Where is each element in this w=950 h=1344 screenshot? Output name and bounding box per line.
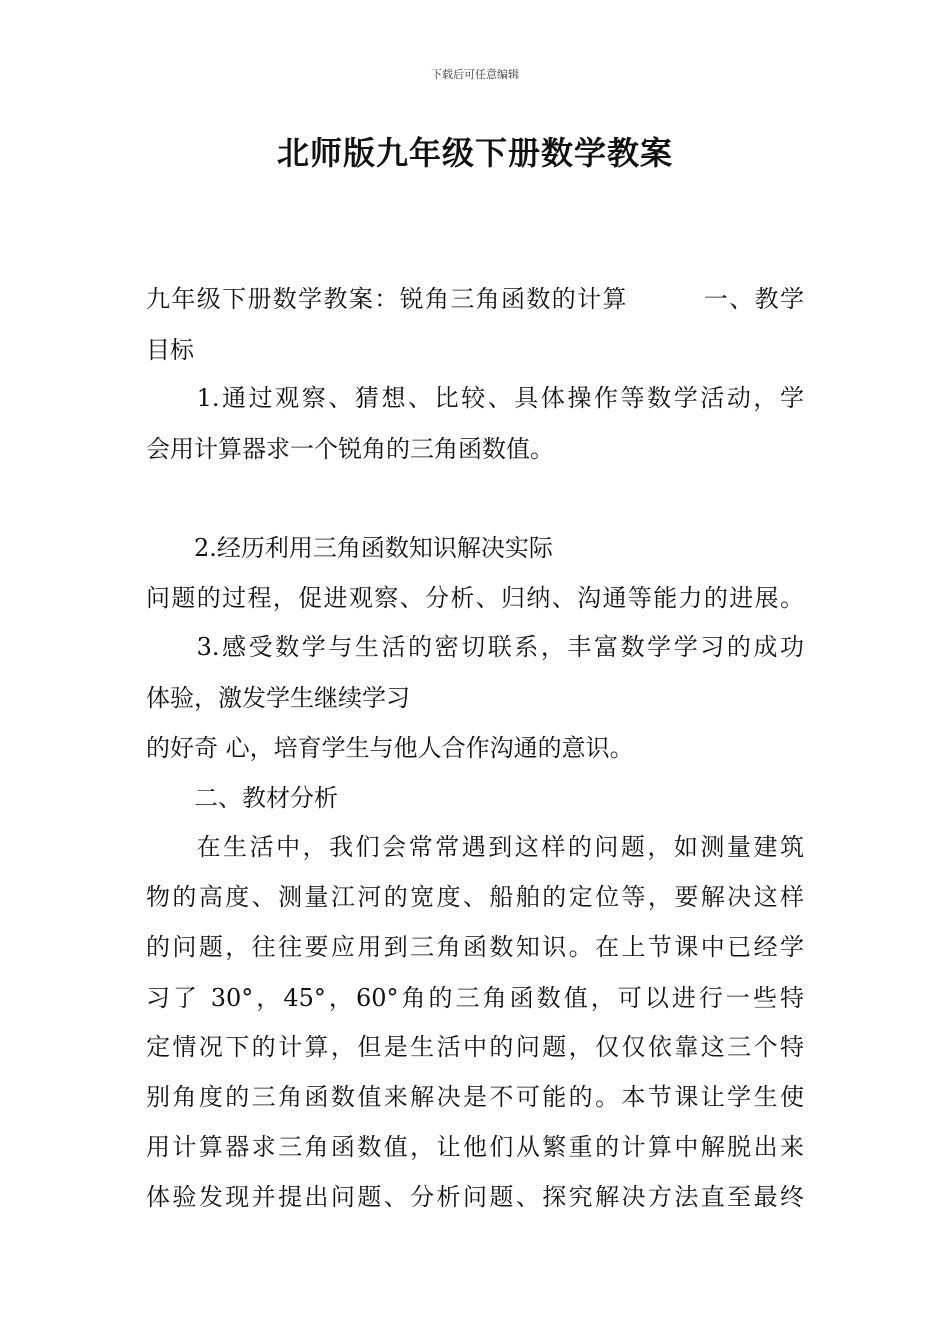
- text-line: 别角度的三角函数值来解决是不可能的。本节课让学生使: [146, 1083, 804, 1111]
- text-line: 习了 30°，45°，60°角的三角函数值，可以进行一些特: [146, 984, 804, 1012]
- document-title: 北师版九年级下册数学教案: [276, 134, 673, 172]
- text-line: 用计算器求三角函数值，让他们从繁重的计算中解脱出来: [146, 1133, 804, 1161]
- text-line: 九年级下册数学教案：锐角三角函数的计算 一、教学: [146, 285, 804, 313]
- text-line: 3.感受数学与生活的密切联系，丰富数学学习的成功: [170, 633, 804, 661]
- text-line: 2.经历利用三角函数知识解决实际: [170, 534, 553, 562]
- text-line: 在生活中，我们会常常遇到这样的问题，如测量建筑: [170, 833, 804, 861]
- text-line: 问题的过程，促进观察、分析、归纳、沟通等能力的进展。: [146, 584, 804, 612]
- text-line: 的好奇 心，培育学生与他人合作沟通的意识。: [146, 734, 634, 762]
- text-line: 目标: [146, 336, 194, 364]
- text-line: 1.通过观察、猜想、比较、具体操作等数学活动，学: [170, 384, 804, 412]
- text-line: 定情况下的计算，但是生活中的问题，仅仅依靠这三个特: [146, 1033, 804, 1061]
- text-line: 物的高度、测量江河的宽度、船舶的定位等，要解决这样: [146, 883, 804, 911]
- header-note: 下载后可任意编辑: [431, 68, 519, 81]
- text-line: 的问题，往往要应用到三角函数知识。在上节课中已经学: [146, 933, 804, 961]
- text-line: 体验发现并提出问题、分析问题、探究解决方法直至最终: [146, 1183, 804, 1211]
- section-heading: 二、教材分析: [170, 784, 338, 812]
- text-line: 体验，激发学生继续学习: [146, 684, 410, 712]
- text-line: 会用计算器求一个锐角的三角函数值。: [146, 435, 554, 463]
